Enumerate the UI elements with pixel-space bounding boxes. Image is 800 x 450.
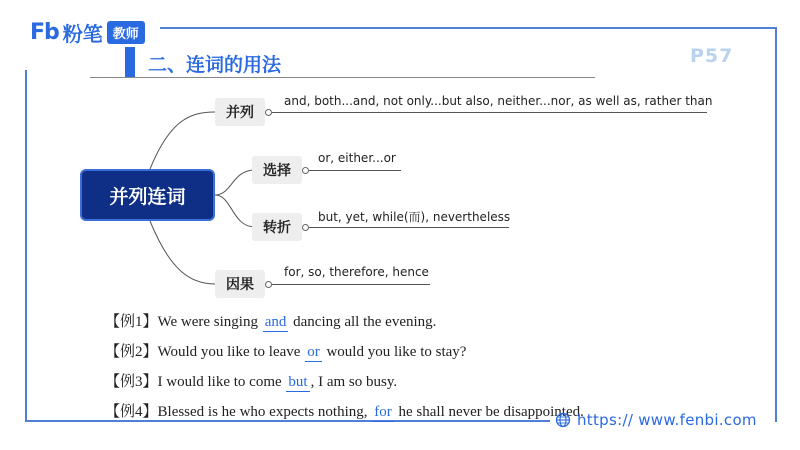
example-after: he shall never be disappointed.: [394, 404, 584, 420]
branch-line: [272, 112, 707, 113]
example-before: Would you like to leave: [157, 344, 305, 360]
branch-line: [309, 227, 509, 228]
example-after: , I am so busy.: [310, 374, 398, 390]
example-prefix: 【例4】: [105, 404, 158, 420]
globe-icon: [555, 412, 571, 428]
answer-blank: or: [307, 344, 320, 360]
branch-coordinate-text: and, both...and, not only...but also, neither...nor, as well as, rather than: [284, 94, 713, 108]
branch-line: [309, 170, 401, 171]
footer-url[interactable]: [555, 411, 757, 429]
example-before: We were singing: [157, 314, 262, 330]
answer-blank: for: [374, 404, 392, 420]
example-prefix: 【例3】: [105, 374, 158, 390]
branch-cause: 因果: [215, 270, 265, 298]
branch-choice-text: or, either...or: [318, 151, 396, 165]
example-4: [105, 400, 584, 422]
example-2: [105, 340, 466, 362]
branch-line: [272, 284, 430, 285]
example-before: Blessed is he who expects nothing,: [157, 404, 372, 420]
example-before: I would like to come: [157, 374, 286, 390]
answer-blank: but: [288, 374, 308, 390]
logo-tag: 教师: [107, 21, 145, 44]
example-prefix: 【例2】: [105, 344, 158, 360]
example-1: [105, 310, 436, 332]
page-title: 二、连词的用法: [148, 54, 282, 76]
branch-dot: [302, 224, 309, 231]
example-prefix: 【例1】: [105, 314, 158, 330]
page-number: P57: [690, 45, 734, 67]
branch-choice: 选择: [252, 156, 302, 184]
branch-dot: [265, 281, 272, 288]
example-after: dancing all the evening.: [289, 314, 437, 330]
url-text[interactable]: https:// www.fenbi.com: [577, 411, 757, 429]
branch-cause-text: for, so, therefore, hence: [284, 265, 429, 279]
logo-mark: Fb: [30, 20, 59, 45]
logo-brand-name: 粉笔: [62, 22, 103, 46]
mindmap-center-node: 并列连词: [80, 169, 215, 221]
branch-coordinate: 并列: [215, 98, 265, 126]
branch-contrast: 转折: [252, 213, 302, 241]
answer-blank: and: [264, 314, 287, 330]
example-3: [105, 370, 397, 392]
branch-dot: [265, 109, 272, 116]
example-after: would you like to stay?: [322, 344, 467, 360]
branch-contrast-text: but, yet, while(而), nevertheless: [318, 210, 511, 224]
branch-dot: [302, 167, 309, 174]
